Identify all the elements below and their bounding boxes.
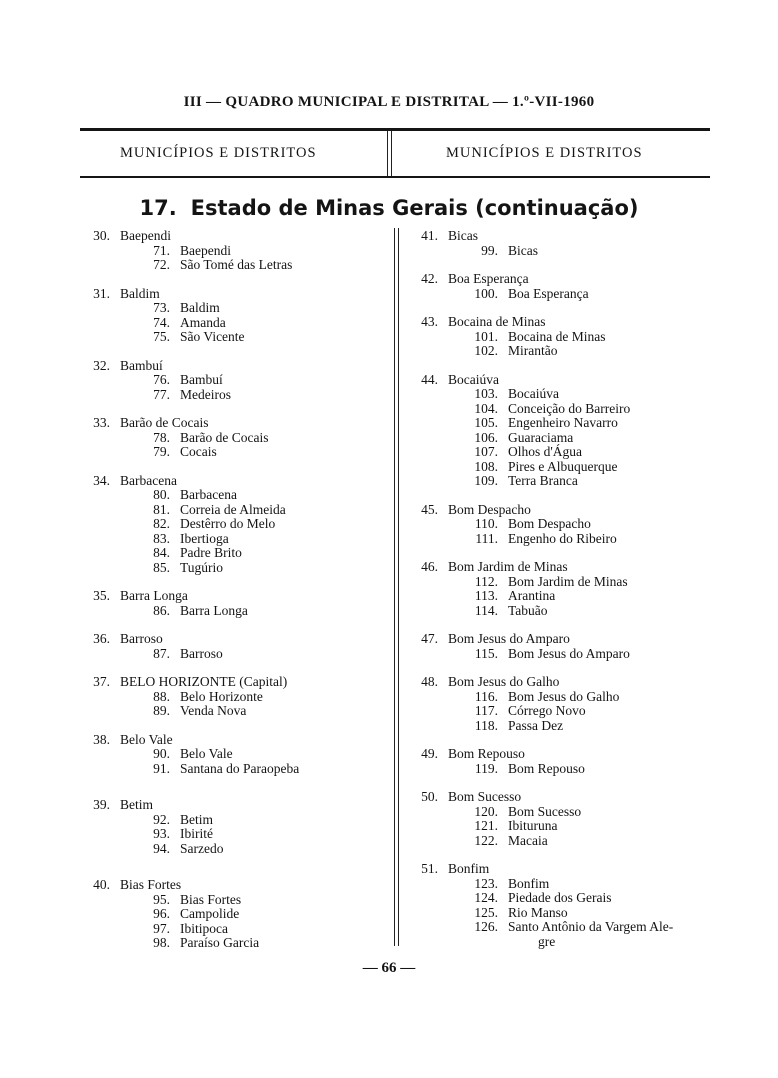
section-number: 17. bbox=[139, 196, 177, 220]
district-number: 94. bbox=[153, 840, 170, 856]
district-name: Barbacena bbox=[180, 487, 237, 502]
district-number: 86. bbox=[153, 602, 170, 618]
district-number: 88. bbox=[153, 688, 170, 704]
district-name: Ibertioga bbox=[180, 530, 229, 546]
column-heading-left: MUNICÍPIOS E DISTRITOS bbox=[120, 145, 317, 161]
municipality-name: Bocaiúva bbox=[448, 371, 499, 387]
district-name: Campolide bbox=[180, 906, 240, 921]
district-number: 106. bbox=[474, 429, 498, 445]
district-name: Conceição do Barreiro bbox=[508, 400, 631, 416]
municipality-number: 35. bbox=[93, 588, 110, 603]
district-name: Amanda bbox=[180, 314, 226, 330]
municipality-name: Betim bbox=[120, 797, 153, 812]
district-name: Paraíso Garcia bbox=[180, 935, 260, 950]
district-name: Barão de Cocais bbox=[180, 429, 269, 445]
municipality-name: Boa Esperança bbox=[448, 271, 529, 286]
district-name: Bonfim bbox=[508, 875, 550, 891]
municipality-name: Barão de Cocais bbox=[120, 415, 209, 430]
district-name: São Tomé das Letras bbox=[180, 257, 293, 272]
district-name: Bom Jardim de Minas bbox=[508, 573, 628, 589]
district-number: 75. bbox=[153, 329, 170, 344]
municipality-name: Bias Fortes bbox=[120, 877, 182, 892]
district-name: Terra Branca bbox=[508, 473, 578, 488]
municipality-number: 30. bbox=[93, 228, 110, 243]
header-rule bbox=[80, 128, 710, 131]
district-number: 124. bbox=[474, 890, 498, 905]
district-name: Belo Horizonte bbox=[180, 688, 263, 704]
column-divider bbox=[398, 228, 399, 946]
district-number: 95. bbox=[153, 891, 170, 907]
district-number: 111. bbox=[475, 530, 498, 546]
municipality-name: BELO HORIZONTE (Capital) bbox=[120, 674, 288, 689]
municipality-number: 42. bbox=[421, 271, 438, 286]
district-number: 105. bbox=[474, 415, 498, 430]
district-number: 118. bbox=[474, 717, 498, 733]
municipality-number: 47. bbox=[421, 631, 438, 646]
district-name: Bambuí bbox=[180, 372, 223, 387]
municipality-number: 40. bbox=[93, 877, 110, 892]
district-number: 85. bbox=[153, 559, 170, 575]
district-name-continuation: gre bbox=[538, 933, 556, 949]
municipality-name: Barbacena bbox=[120, 472, 177, 488]
district-name: Ibituruna bbox=[508, 818, 558, 833]
district-name: Piedade dos Gerais bbox=[508, 890, 612, 905]
district-number: 125. bbox=[474, 904, 498, 920]
municipality-number: 32. bbox=[93, 357, 110, 373]
district-name: Olhos d'Água bbox=[508, 444, 583, 459]
district-number: 87. bbox=[153, 645, 170, 661]
district-name: Barroso bbox=[180, 645, 223, 661]
district-number: 83. bbox=[153, 530, 170, 546]
district-name: Medeiros bbox=[180, 386, 231, 402]
district-number: 121. bbox=[474, 818, 498, 833]
heading-divider bbox=[391, 131, 392, 177]
section-title bbox=[0, 196, 778, 220]
municipality-number: 51. bbox=[421, 861, 438, 876]
district-name: Baldim bbox=[180, 300, 220, 315]
district-name: Mirantão bbox=[508, 343, 558, 358]
district-number: 114. bbox=[474, 602, 498, 618]
district-number: 100. bbox=[474, 285, 498, 301]
municipality-name: Baependi bbox=[120, 228, 171, 243]
district-name: Arantina bbox=[508, 588, 556, 603]
district-number: 110. bbox=[474, 516, 498, 531]
district-number: 119. bbox=[474, 760, 498, 776]
district-name: Ibitipoca bbox=[180, 920, 228, 936]
district-name: Engenheiro Navarro bbox=[508, 415, 618, 430]
municipality-number: 41. bbox=[421, 228, 438, 243]
municipality-number: 49. bbox=[421, 746, 438, 761]
district-name: Santo Antônio da Vargem Ale- bbox=[508, 919, 674, 934]
district-number: 122. bbox=[474, 832, 498, 848]
municipality-number: 44. bbox=[421, 371, 438, 387]
district-name: Bicas bbox=[508, 242, 538, 258]
district-name: Pires e Albuquerque bbox=[508, 458, 618, 474]
district-number: 71. bbox=[153, 242, 170, 258]
heading-divider bbox=[387, 131, 388, 177]
municipality-number: 37. bbox=[93, 674, 110, 689]
district-number: 109. bbox=[474, 473, 498, 488]
municipality-number: 43. bbox=[421, 314, 438, 329]
district-number: 80. bbox=[153, 487, 170, 502]
district-number: 93. bbox=[153, 826, 170, 841]
district-number: 113. bbox=[474, 588, 498, 603]
municipality-number: 34. bbox=[93, 472, 110, 488]
municipality-number: 31. bbox=[93, 285, 110, 301]
municipality-name: Baldim bbox=[120, 285, 160, 301]
page-number: — 66 — bbox=[362, 960, 416, 976]
district-number: 73. bbox=[153, 300, 170, 315]
district-number: 84. bbox=[153, 545, 170, 560]
municipality-name: Bom Jesus do Amparo bbox=[448, 631, 570, 646]
municipality-number: 38. bbox=[93, 731, 110, 747]
municipality-number: 46. bbox=[421, 559, 438, 574]
district-name: Tabuão bbox=[508, 602, 548, 618]
district-name: Macaia bbox=[508, 832, 548, 848]
section-title-text: Estado de Minas Gerais (continuação) bbox=[190, 196, 639, 220]
municipality-name: Bom Jesus do Galho bbox=[448, 674, 560, 689]
district-name: Rio Manso bbox=[508, 904, 568, 920]
municipality-name: Bom Despacho bbox=[448, 501, 531, 517]
page-header: III — QUADRO MUNICIPAL E DISTRITAL — 1.º-VII-1960 bbox=[183, 94, 595, 110]
district-number: 112. bbox=[474, 573, 498, 589]
district-number: 102. bbox=[474, 343, 498, 358]
district-name: Tugúrio bbox=[180, 559, 224, 575]
district-name: Baependi bbox=[180, 242, 231, 258]
district-name: Barra Longa bbox=[180, 602, 248, 618]
district-number: 82. bbox=[153, 516, 170, 531]
municipality-name: Bocaina de Minas bbox=[448, 314, 546, 329]
municipality-number: 39. bbox=[93, 797, 110, 812]
district-number: 90. bbox=[153, 746, 170, 761]
district-number: 78. bbox=[153, 429, 170, 445]
district-number: 120. bbox=[474, 803, 498, 819]
district-number: 108. bbox=[474, 458, 498, 474]
district-name: Bocaina de Minas bbox=[508, 328, 606, 344]
district-number: 79. bbox=[153, 444, 170, 459]
district-name: Passa Dez bbox=[508, 717, 564, 733]
municipality-name: Bom Repouso bbox=[448, 746, 525, 761]
municipality-name: Bonfim bbox=[448, 861, 490, 876]
district-number: 81. bbox=[153, 501, 170, 517]
municipality-number: 33. bbox=[93, 415, 110, 430]
district-number: 77. bbox=[153, 386, 170, 402]
district-number: 101. bbox=[474, 328, 498, 344]
district-number: 116. bbox=[474, 688, 498, 704]
district-number: 72. bbox=[153, 257, 170, 272]
district-name: Bom Sucesso bbox=[508, 803, 582, 819]
district-name: Correia de Almeida bbox=[180, 501, 286, 517]
municipality-name: Bom Sucesso bbox=[448, 789, 522, 804]
district-name: Cocais bbox=[180, 444, 217, 459]
district-name: Venda Nova bbox=[180, 703, 247, 718]
district-number: 96. bbox=[153, 906, 170, 921]
district-name: Santana do Paraopeba bbox=[180, 760, 300, 776]
district-name: Bom Repouso bbox=[508, 760, 585, 776]
district-name: Belo Vale bbox=[180, 746, 233, 761]
district-name: Padre Brito bbox=[180, 545, 242, 560]
district-name: Bom Jesus do Amparo bbox=[508, 645, 630, 661]
district-name: São Vicente bbox=[180, 329, 245, 344]
district-name: Boa Esperança bbox=[508, 285, 589, 301]
municipality-name: Bicas bbox=[448, 228, 478, 243]
district-name: Sarzedo bbox=[180, 840, 224, 856]
district-name: Bias Fortes bbox=[180, 891, 242, 907]
district-name: Ibirité bbox=[180, 826, 213, 841]
district-name: Bom Despacho bbox=[508, 516, 591, 531]
district-name: Betim bbox=[180, 811, 213, 827]
municipality-number: 36. bbox=[93, 631, 110, 646]
municipality-number: 45. bbox=[421, 501, 438, 517]
municipality-name: Barroso bbox=[120, 631, 163, 646]
district-number: 126. bbox=[474, 919, 498, 934]
district-number: 76. bbox=[153, 372, 170, 387]
district-name: Destêrro do Melo bbox=[180, 516, 276, 531]
municipality-name: Barra Longa bbox=[120, 588, 188, 603]
district-number: 117. bbox=[474, 703, 498, 718]
district-number: 99. bbox=[481, 242, 498, 258]
district-name: Bocaiúva bbox=[508, 386, 559, 401]
district-number: 103. bbox=[474, 386, 498, 401]
district-number: 97. bbox=[153, 920, 170, 936]
district-name: Guaraciama bbox=[508, 429, 574, 445]
column-heading-right: MUNICÍPIOS E DISTRITOS bbox=[446, 145, 643, 161]
municipality-number: 48. bbox=[421, 674, 438, 689]
district-name: Engenho do Ribeiro bbox=[508, 530, 617, 546]
district-number: 104. bbox=[474, 400, 498, 416]
district-name: Bom Jesus do Galho bbox=[508, 688, 620, 704]
district-number: 107. bbox=[474, 444, 498, 459]
municipality-name: Belo Vale bbox=[120, 731, 173, 747]
district-number: 91. bbox=[153, 760, 170, 776]
district-number: 115. bbox=[474, 645, 498, 661]
district-number: 92. bbox=[153, 811, 170, 827]
district-number: 74. bbox=[153, 314, 170, 330]
municipality-name: Bambuí bbox=[120, 357, 163, 373]
district-number: 123. bbox=[474, 875, 498, 891]
district-number: 98. bbox=[153, 935, 170, 950]
district-name: Córrego Novo bbox=[508, 703, 586, 718]
district-number: 89. bbox=[153, 703, 170, 718]
heading-rule bbox=[80, 176, 710, 178]
municipality-number: 50. bbox=[421, 789, 438, 804]
municipality-name: Bom Jardim de Minas bbox=[448, 559, 568, 574]
column-divider bbox=[394, 228, 395, 946]
